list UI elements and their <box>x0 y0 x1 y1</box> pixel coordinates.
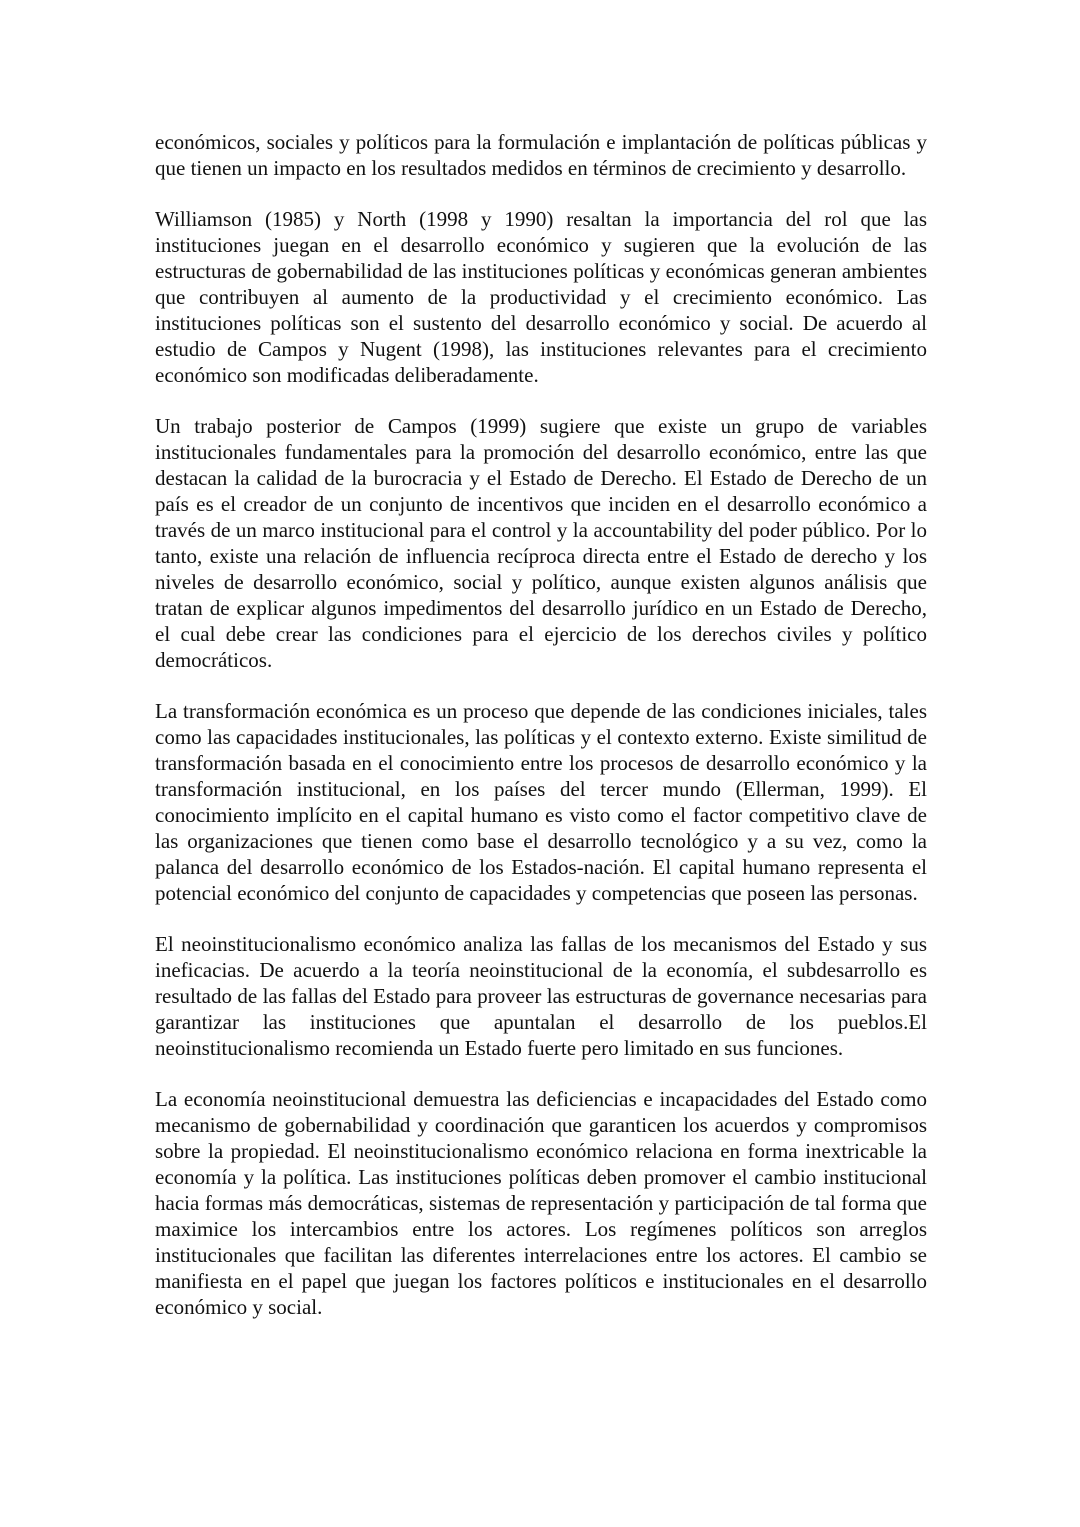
paragraph-4: La transformación económica es un proceso que depende de las condiciones iniciales, tales como las capacidades institucionales, las políticas y el contexto externo. Existe similitud de transformación basada en el conocimiento entre los procesos de desarrollo económico y la transformación institucional, en los países del tercer mundo (Ellerman, 1999). El conocimiento implícito en el capital humano es visto como el factor competitivo clave de las organizaciones que tienen como base el desarrollo tecnológico y a su vez, como la palanca del desarrollo económico de los Estados-nación. El capital humano representa el potencial económico del conjunto de capacidades y competencias que poseen las personas. <box>155 699 927 905</box>
document-body <box>155 129 927 1345</box>
paragraph-3: Un trabajo posterior de Campos (1999) sugiere que existe un grupo de variables institucionales fundamentales para la promoción del desarrollo económico, entre las que destacan la calidad de la burocracia y el Estado de Derecho. El Estado de Derecho de un país es el creador de un conjunto de incentivos que inciden en el desarrollo económico a través de un marco institucional para el control y la accountability del poder público. Por lo tanto, existe una relación de influencia recíproca directa entre el Estado de derecho y los niveles de desarrollo económico, social y político, aunque existen algunos análisis que tratan de explicar algunos impedimentos del desarrollo jurídico en un Estado de Derecho, el cual debe crear las condiciones para el ejercicio de los derechos civiles y político democráticos. <box>155 414 927 672</box>
paragraph-2: Williamson (1985) y North (1998 y 1990) resaltan la importancia del rol que las instituciones juegan en el desarrollo económico y sugieren que la evolución de las estructuras de gobernabilidad de las instituciones políticas y económicas generan ambientes que contribuyen al aumento de la productividad y el crecimiento económico. Las instituciones políticas son el sustento del desarrollo económico y social. De acuerdo al estudio de Campos y Nugent (1998), las instituciones relevantes para el crecimiento económico son modificadas deliberadamente. <box>155 207 927 387</box>
paragraph-1: económicos, sociales y políticos para la formulación e implantación de políticas públicas y que tienen un impacto en los resultados medidos en términos de crecimiento y desarrollo. <box>155 130 927 180</box>
paragraph-6: La economía neoinstitucional demuestra las deficiencias e incapacidades del Estado como mecanismo de gobernabilidad y coordinación que garanticen los acuerdos y compromisos sobre la propiedad. El neoinstitucionalismo económico relaciona en forma inextricable la economía y la política. Las instituciones políticas deben promover el cambio institucional hacia formas más democráticas, sistemas de representación y participación de tal forma que maximice los intercambios entre los actores. Los regímenes políticos son arreglos institucionales que facilitan las diferentes interrelaciones entre los actores. El cambio se manifiesta en el papel que juegan los factores políticos e institucionales en el desarrollo económico y social. <box>155 1087 927 1319</box>
paragraph-5: El neoinstitucionalismo económico analiza las fallas de los mecanismos del Estado y sus ineficacias. De acuerdo a la teoría neoinstitucional de la economía, el subdesarrollo es resultado de las fallas del Estado para proveer las estructuras de governance necesarias para garantizar las instituciones que apuntalan el desarrollo de los pueblos.El neoinstitucionalismo recomienda un Estado fuerte pero limitado en sus funciones. <box>155 932 927 1060</box>
